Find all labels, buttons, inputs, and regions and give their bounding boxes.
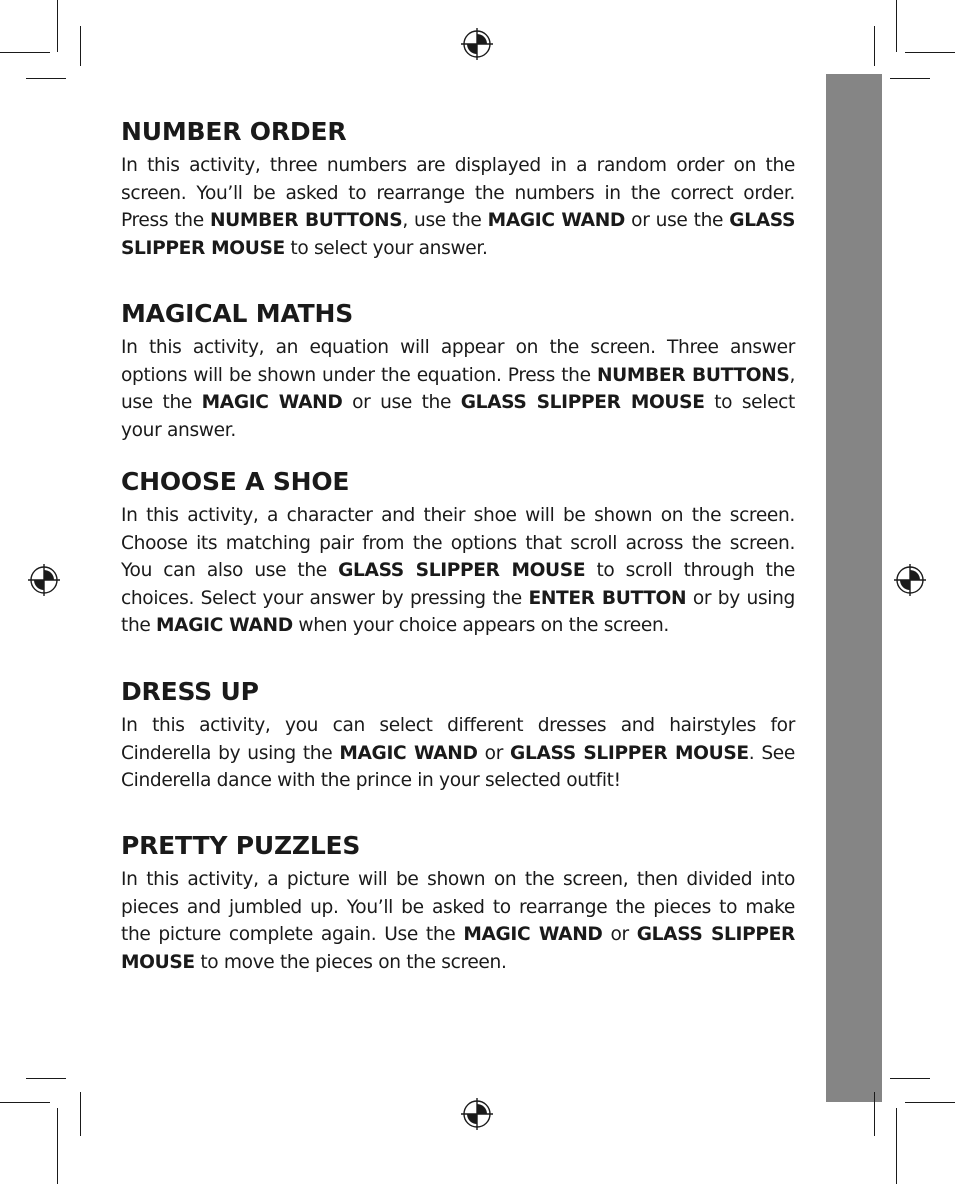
side-tab [826, 74, 882, 1102]
crop-mark [80, 1092, 81, 1136]
body-text: In this activity, three numbers are displayed in a random order on the screen. You’ll be asked to rearrange the numbers in the correct order. Press the [121, 155, 795, 231]
body-text: to scroll through the choices. Select your answer by pressing the [121, 560, 795, 609]
emphasis-term: GLASS SLIPPER MOUSE [121, 924, 795, 973]
crop-mark [874, 26, 875, 66]
section-body [121, 866, 795, 976]
emphasis-term: MAGIC WAND [339, 742, 478, 764]
body-text: to select your answer. [121, 392, 795, 441]
section-heading: DRESS UP [121, 677, 259, 706]
crop-mark [57, 0, 58, 52]
crop-mark [896, 0, 897, 52]
crop-mark [0, 1102, 50, 1103]
body-text: In this activity, a picture will be shown on the screen, then divided into pieces and jumbled up. You’ll be asked to rearrange the pieces to make the picture complete again. Use the [121, 869, 795, 945]
emphasis-term: MAGIC WAND [156, 615, 293, 636]
crop-mark [26, 1078, 66, 1079]
crop-mark [905, 52, 955, 53]
emphasis-term: GLASS SLIPPER MOUSE [510, 742, 749, 764]
emphasis-term: MAGIC WAND [463, 924, 603, 945]
body-text: . See Cinderella dance with the prince in your selected outfit! [121, 742, 795, 791]
body-text: to move the pieces on the screen. [194, 951, 507, 973]
emphasis-term: ENTER BUTTON [528, 587, 687, 609]
section-body [121, 152, 795, 262]
section-dress-up [121, 672, 795, 795]
body-text: , use the [121, 364, 795, 413]
crop-mark [26, 78, 66, 79]
body-text: when your choice appears on the screen. [292, 615, 669, 636]
body-text: or [602, 924, 637, 945]
registration-mark-icon [461, 28, 493, 60]
body-text: or use the [625, 210, 730, 231]
crop-mark [890, 78, 930, 79]
section-body [121, 712, 795, 795]
section-heading: PRETTY PUZZLES [121, 831, 361, 860]
body-text: or by using the [121, 587, 795, 636]
emphasis-term: GLASS SLIPPER MOUSE [121, 210, 795, 259]
crop-mark [874, 1092, 875, 1136]
section-choose-a-shoe [121, 462, 795, 640]
crop-mark [890, 1078, 930, 1079]
crop-mark [896, 1108, 897, 1184]
body-text: In this activity, a character and their shoe will be shown on the screen. Choose its matching pair from the options that scroll across the screen. You can also use the [121, 505, 795, 581]
body-text: or [477, 742, 511, 764]
crop-mark [0, 52, 50, 53]
registration-mark-icon [894, 564, 926, 596]
registration-mark-icon [461, 1098, 493, 1130]
body-text: or use the [342, 392, 461, 413]
crop-mark [80, 26, 81, 66]
body-text: In this activity, an equation will appear on the screen. Three answer options will be shown under the equation. Press the [121, 337, 795, 386]
crop-mark [57, 1108, 58, 1184]
section-heading: MAGICAL MATHS [121, 299, 354, 328]
section-magical-maths [121, 294, 795, 444]
emphasis-term: GLASS SLIPPER MOUSE [460, 392, 705, 413]
section-heading: CHOOSE A SHOE [121, 467, 350, 496]
emphasis-term: NUMBER BUTTONS [596, 364, 790, 386]
section-heading: NUMBER ORDER [121, 117, 347, 146]
body-text: , use the [402, 210, 488, 231]
section-number-order [121, 112, 795, 262]
crop-mark [905, 1102, 955, 1103]
registration-mark-icon [28, 564, 60, 596]
body-text: to select your answer. [284, 237, 488, 259]
section-body [121, 502, 795, 640]
emphasis-term: NUMBER BUTTONS [209, 210, 403, 231]
section-pretty-puzzles [121, 826, 795, 976]
body-text: In this activity, you can select different dresses and hairstyles for Cinderella by using the [121, 715, 795, 764]
emphasis-term: GLASS SLIPPER MOUSE [338, 560, 586, 581]
emphasis-term: MAGIC WAND [487, 210, 626, 231]
emphasis-term: MAGIC WAND [201, 392, 343, 413]
section-body [121, 334, 795, 444]
